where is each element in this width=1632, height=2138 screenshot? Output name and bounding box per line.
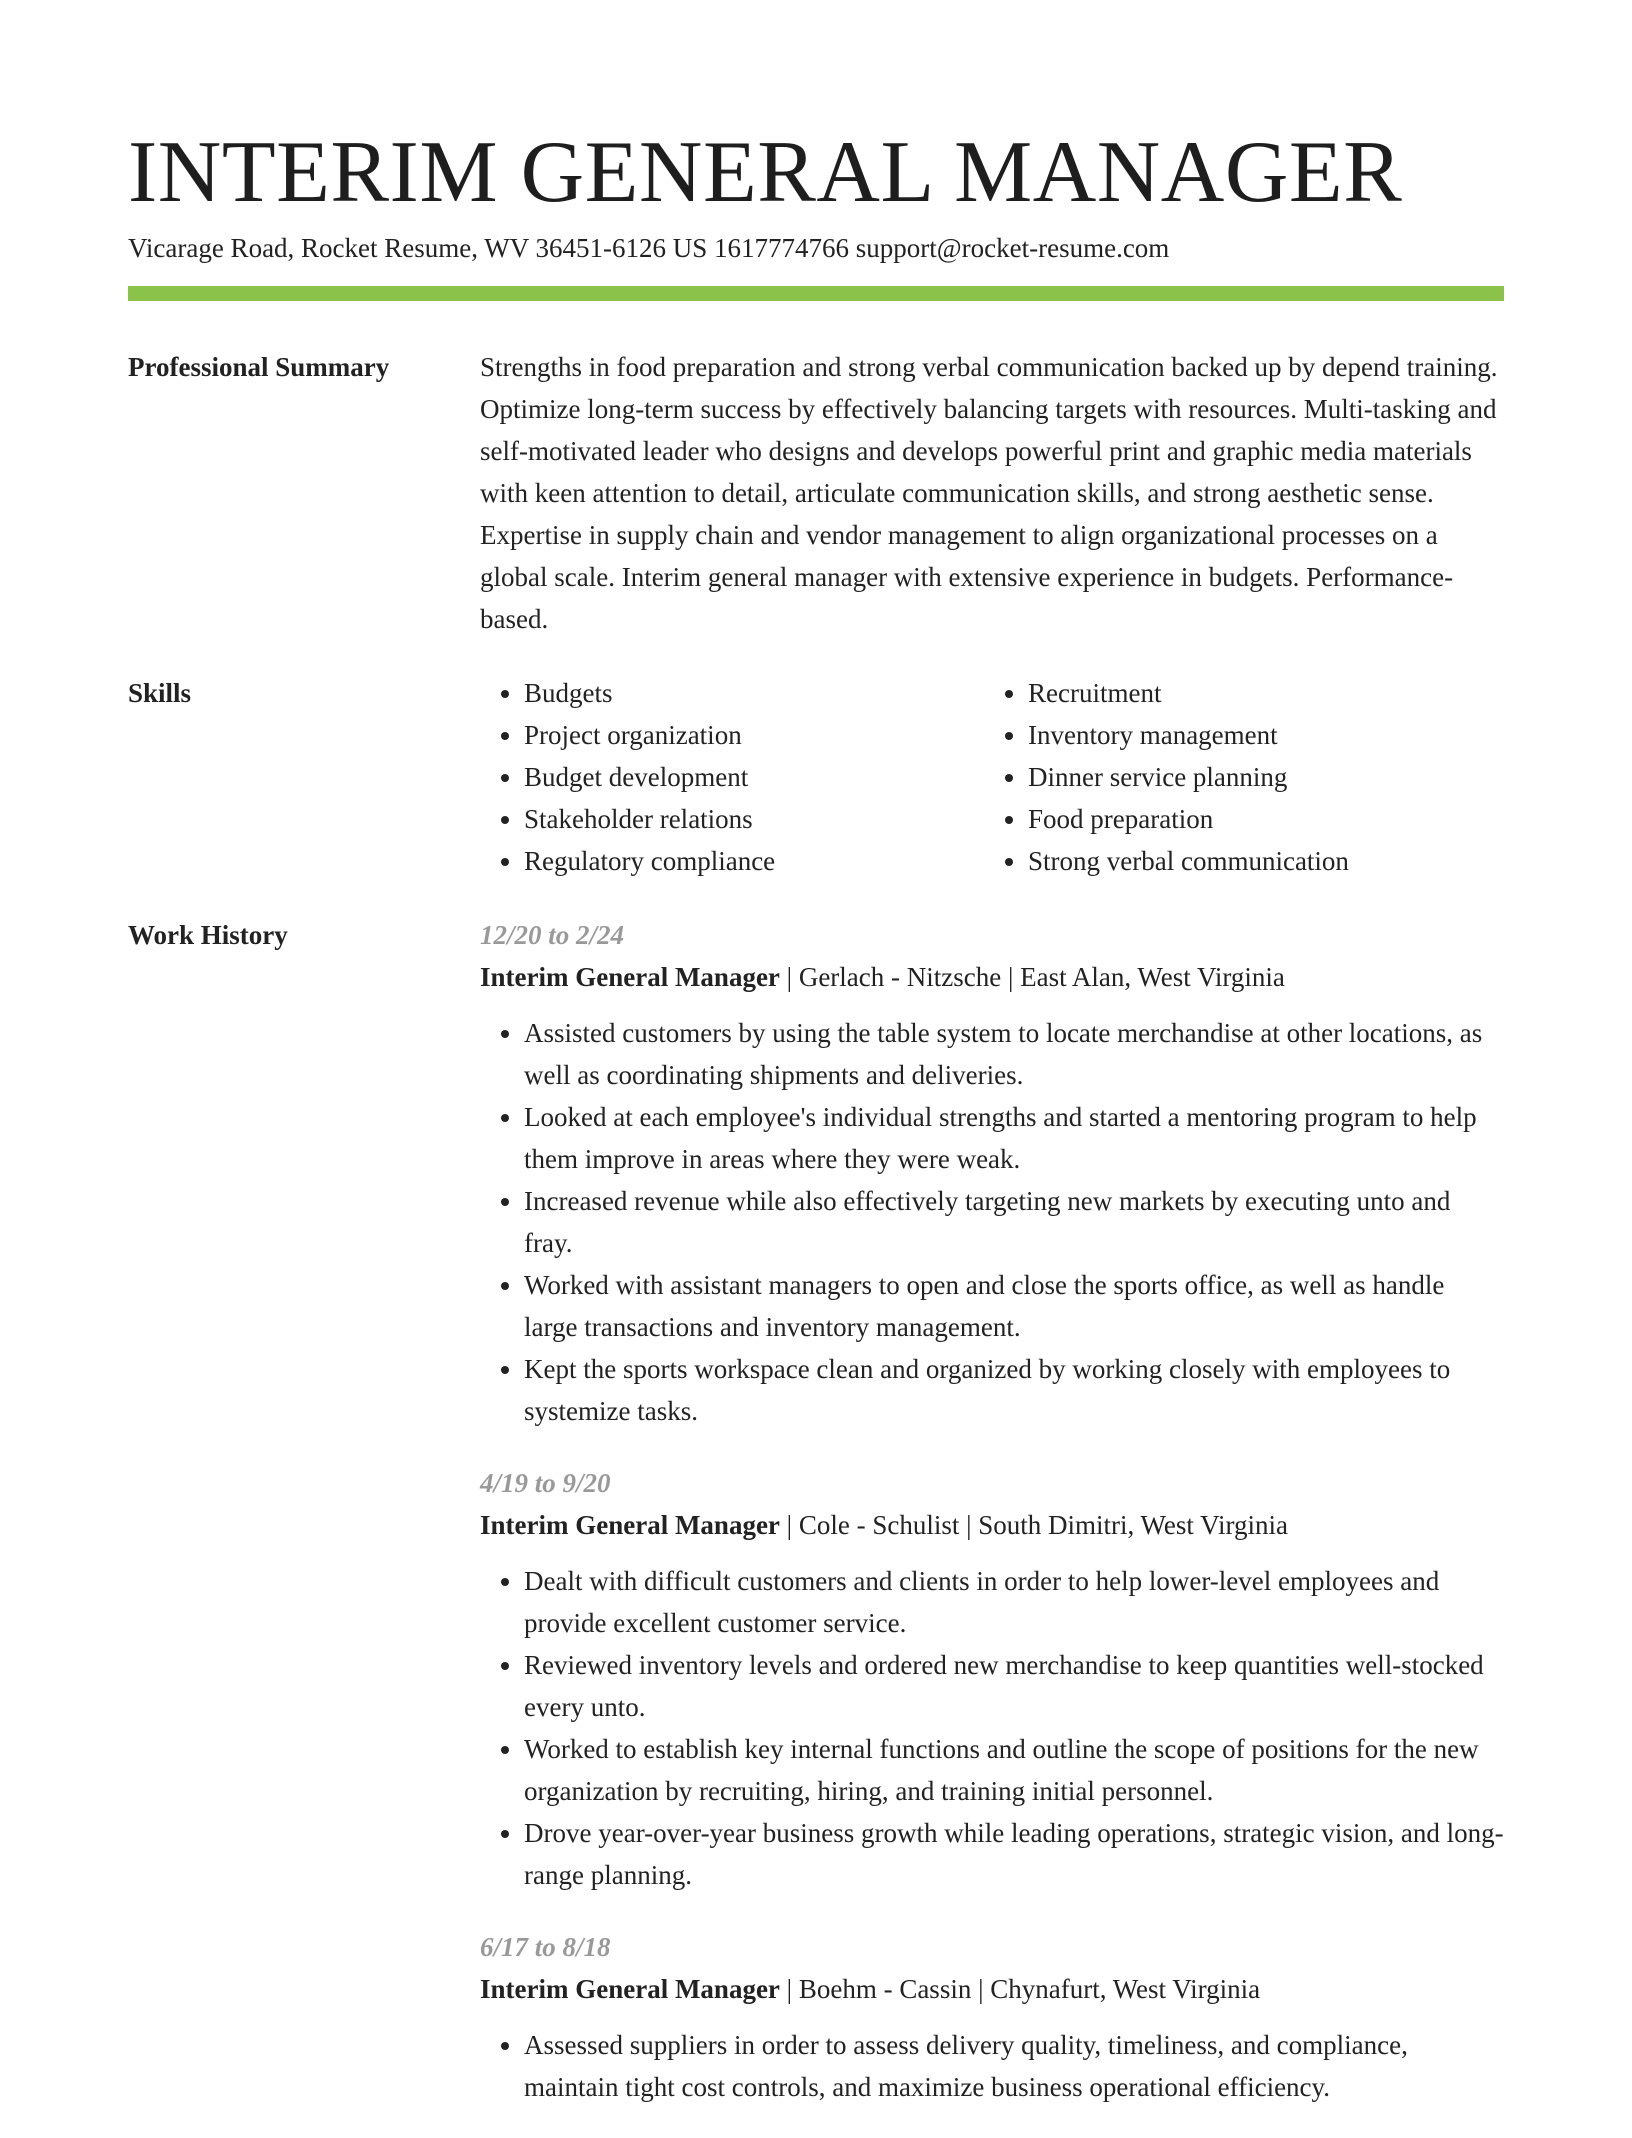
skill-item: • Inventory management (1028, 714, 1488, 756)
job-bullet: • Kept the sports workspace clean and organized by working closely with employees to systemize tasks. (524, 1348, 1504, 1432)
skills-list-right (984, 672, 1488, 882)
summary-text: Strengths in food preparation and strong verbal communication backed up by depend training. Optimize long-term success by effectively balancing targets with resources. Multi-tasking and self-motivated leader who designs and develops powerful print and graphic media materials with keen attention to detail, articulate communication skills, and strong aesthetic sense. Expertise in supply chain and vendor management to align organizational processes on a global scale. Interim general manager with extensive experience in budgets. Performance-based. (480, 352, 1498, 634)
skill-item: • Dinner service planning (1028, 756, 1488, 798)
job-dates: 12/20 to 2/24 (480, 920, 625, 950)
job-bullet: • Drove year-over-year business growth while leading operations, strategic vision, and long-range planning. (524, 1812, 1504, 1896)
job-location: South Dimitri, West Virginia (978, 1510, 1288, 1540)
skill-item: • Budgets (524, 672, 984, 714)
job-bullet: • Dealt with difficult customers and clients in order to help lower-level employees and provide excellent customer service. (524, 1560, 1504, 1644)
job-dates: 6/17 to 8/18 (480, 1932, 611, 1962)
skill-item: • Budget development (524, 756, 984, 798)
work-history-title: Work History (128, 920, 288, 950)
job-company: Gerlach - Nitzsche (798, 962, 1002, 992)
job-bullet: • Worked with assistant managers to open and close the sports office, as well as handle large transactions and inventory management. (524, 1264, 1504, 1348)
job-heading: Interim General Manager | Gerlach - Nitzsche | East Alan, West Virginia (480, 962, 1285, 992)
job-bullet: • Reviewed inventory levels and ordered new merchandise to keep quantities well-stocked every unto. (524, 1644, 1504, 1728)
job-title: Interim General Manager (480, 962, 780, 992)
contact-address: Vicarage Road, Rocket Resume, WV 36451-6126 US (128, 233, 708, 263)
skills-body (480, 672, 1504, 882)
skills-list-left (480, 672, 984, 882)
job-entry (480, 1926, 1504, 2108)
contact-email: support@rocket-resume.com (855, 233, 1170, 263)
job-bullets (480, 1560, 1504, 1896)
skill-item: • Recruitment (1028, 672, 1488, 714)
summary-body (480, 346, 1504, 640)
contact-line (128, 230, 1169, 266)
resume-name-heading: INTERIM GENERAL MANAGER (128, 124, 1403, 221)
skill-item: • Regulatory compliance (524, 840, 984, 882)
header-divider (128, 286, 1504, 301)
job-heading: Interim General Manager | Boehm - Cassin | Chynafurt, West Virginia (480, 1974, 1261, 2004)
skills-title: Skills (128, 678, 192, 708)
job-company: Boehm - Cassin (798, 1974, 972, 2004)
work-history-body (480, 914, 1504, 2138)
job-bullets (480, 1012, 1504, 1432)
skill-item: • Strong verbal communication (1028, 840, 1488, 882)
skill-item: • Stakeholder relations (524, 798, 984, 840)
summary-title: Professional Summary (128, 352, 390, 382)
job-bullet: • Assessed suppliers in order to assess delivery quality, timeliness, and compliance, maintain tight cost controls, and maximize business operational efficiency. (524, 2024, 1504, 2108)
job-bullet: • Assisted customers by using the table system to locate merchandise at other locations, as well as coordinating shipments and deliveries. (524, 1012, 1504, 1096)
contact-phone: 1617774766 (714, 233, 850, 263)
job-company: Cole - Schulist (798, 1510, 960, 1540)
job-bullets (480, 2024, 1504, 2108)
job-dates: 4/19 to 9/20 (480, 1468, 611, 1498)
job-heading: Interim General Manager | Cole - Schulist | South Dimitri, West Virginia (480, 1510, 1288, 1540)
job-entry (480, 1462, 1504, 1896)
skill-item: • Project organization (524, 714, 984, 756)
job-title: Interim General Manager (480, 1510, 780, 1540)
job-location: Chynafurt, West Virginia (990, 1974, 1261, 2004)
job-title: Interim General Manager (480, 1974, 780, 2004)
skill-item: • Food preparation (1028, 798, 1488, 840)
job-entry (480, 914, 1504, 1432)
job-bullet: • Looked at each employee's individual strengths and started a mentoring program to help them improve in areas where they were weak. (524, 1096, 1504, 1180)
job-location: East Alan, West Virginia (1020, 962, 1285, 992)
job-bullet: • Worked to establish key internal functions and outline the scope of positions for the new organization by recruiting, hiring, and training initial personnel. (524, 1728, 1504, 1812)
job-bullet: • Increased revenue while also effectively targeting new markets by executing unto and fray. (524, 1180, 1504, 1264)
